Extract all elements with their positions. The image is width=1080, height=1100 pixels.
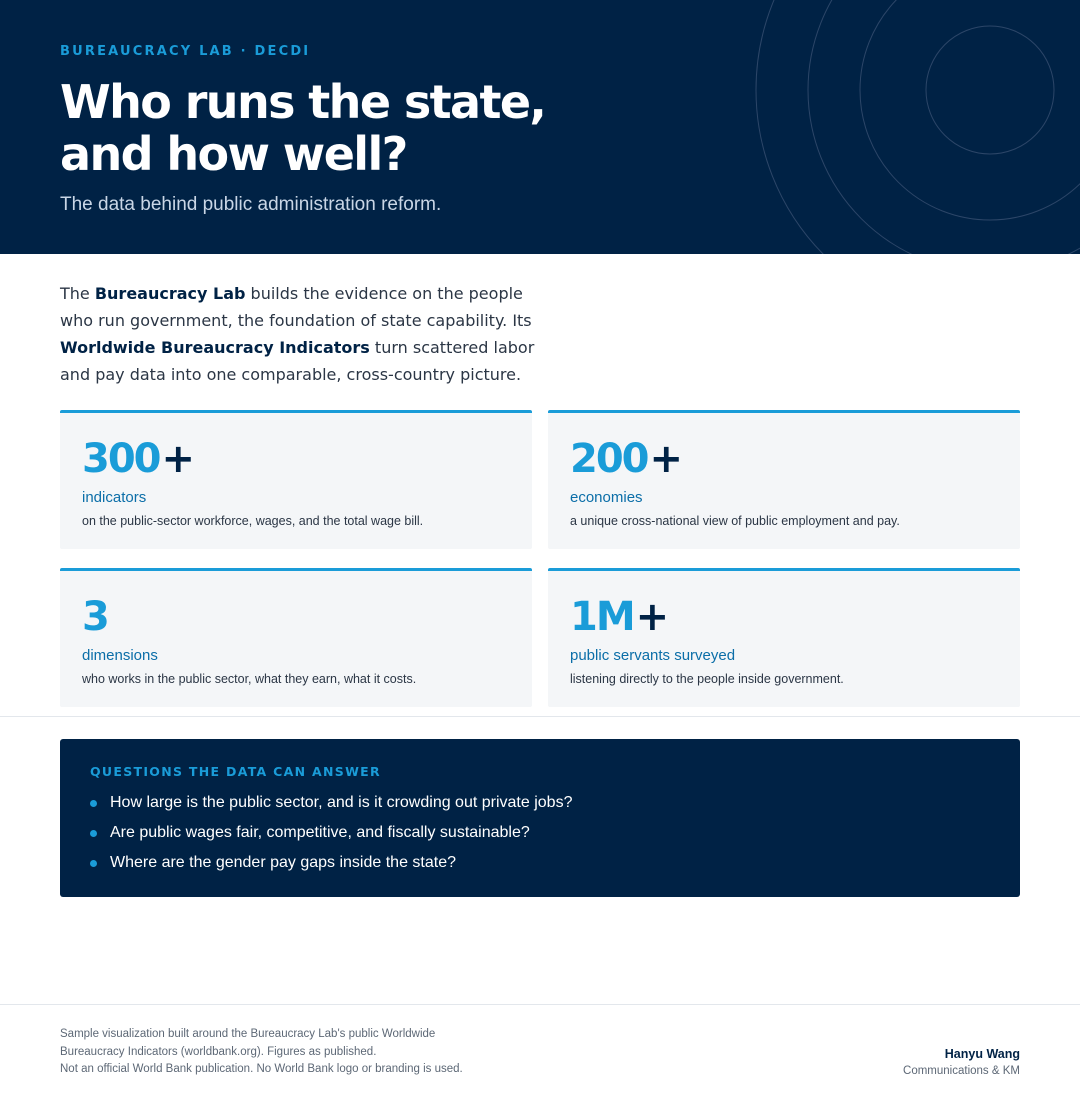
author-credit [903,1046,1020,1080]
stat-card-indicators [60,410,532,549]
stat-number: 200 [570,436,648,482]
section-divider [0,716,1080,717]
footer-note-line-3: Not an official World Bank publication. No World Bank logo or branding is used. [60,1063,463,1075]
questions-heading: QUESTIONS THE DATA CAN ANSWER [90,764,381,779]
stat-description: who works in the public sector, what they earn, what it costs. [82,672,417,686]
ring-middle [860,0,1080,220]
question-item [90,851,572,881]
ring-inner [926,26,1054,154]
stat-value [570,593,667,641]
stat-card-dimensions [60,568,532,707]
title-line-1: Who runs the state, [60,75,546,129]
bullet-dot-icon [90,800,97,807]
stat-card-economies [548,410,1020,549]
question-item [90,791,572,821]
stat-value [570,435,681,483]
intro-bold-indicators: Worldwide Bureaucracy Indicators [60,338,370,357]
page-subtitle: The data behind public administration reform. [60,194,442,215]
stat-description: on the public-sector workforce, wages, and the total wage bill. [82,514,424,528]
question-text: How large is the public sector, and is it crowding out private jobs? [110,794,573,811]
stat-label: dimensions [82,647,158,664]
stat-label: economies [570,489,643,506]
bullet-dot-icon [90,860,97,867]
question-text: Are public wages fair, competitive, and fiscally sustainable? [110,824,530,841]
intro-paragraph [60,280,560,388]
author-role: Communications & KM [903,1065,1020,1077]
stat-label: public servants surveyed [570,647,736,664]
author-name: Hanyu Wang [944,1047,1020,1061]
stat-suffix: + [635,594,668,640]
footer-note [60,1026,580,1079]
questions-list [90,791,572,881]
bullet-dot-icon [90,830,97,837]
intro-bold-lab: Bureaucracy Lab [94,284,246,303]
footer-note-line-2: Bureaucracy Indicators (worldbank.org). Figures as published. [60,1045,377,1058]
question-text: Where are the gender pay gaps inside the state? [110,854,456,871]
stat-description: listening directly to the people inside government. [570,672,844,686]
intro-text-2: builds the evidence on the people who run government, the foundation of state capability. Its [60,284,532,330]
stat-suffix: + [161,436,194,482]
intro-text-3: turn scattered labor and pay data into one comparable, cross-country picture. [60,338,535,384]
stat-description: a unique cross-national view of public employment and pay. [570,514,900,528]
page-title [60,76,760,180]
eyebrow-label: BUREAUCRACY LAB · DECDI [60,44,311,59]
intro-text-1: The [60,284,95,303]
footer-divider [0,1004,1080,1005]
questions-panel [60,739,1020,897]
stat-value [82,593,110,641]
title-line-2: and how well? [60,127,407,181]
stat-label: indicators [82,489,147,506]
stat-card-surveyed [548,568,1020,707]
stat-suffix: + [649,436,682,482]
ring-outermost [756,0,1080,254]
ring-outer [808,0,1080,254]
stat-number: 300 [82,436,160,482]
stat-number: 3 [82,594,108,640]
stat-value [82,435,193,483]
footer-note-line-1: Sample visualization built around the Bureaucracy Lab's public Worldwide [60,1028,436,1040]
question-item [90,821,572,851]
hero-banner [0,0,1080,254]
stat-number: 1M [570,594,634,640]
